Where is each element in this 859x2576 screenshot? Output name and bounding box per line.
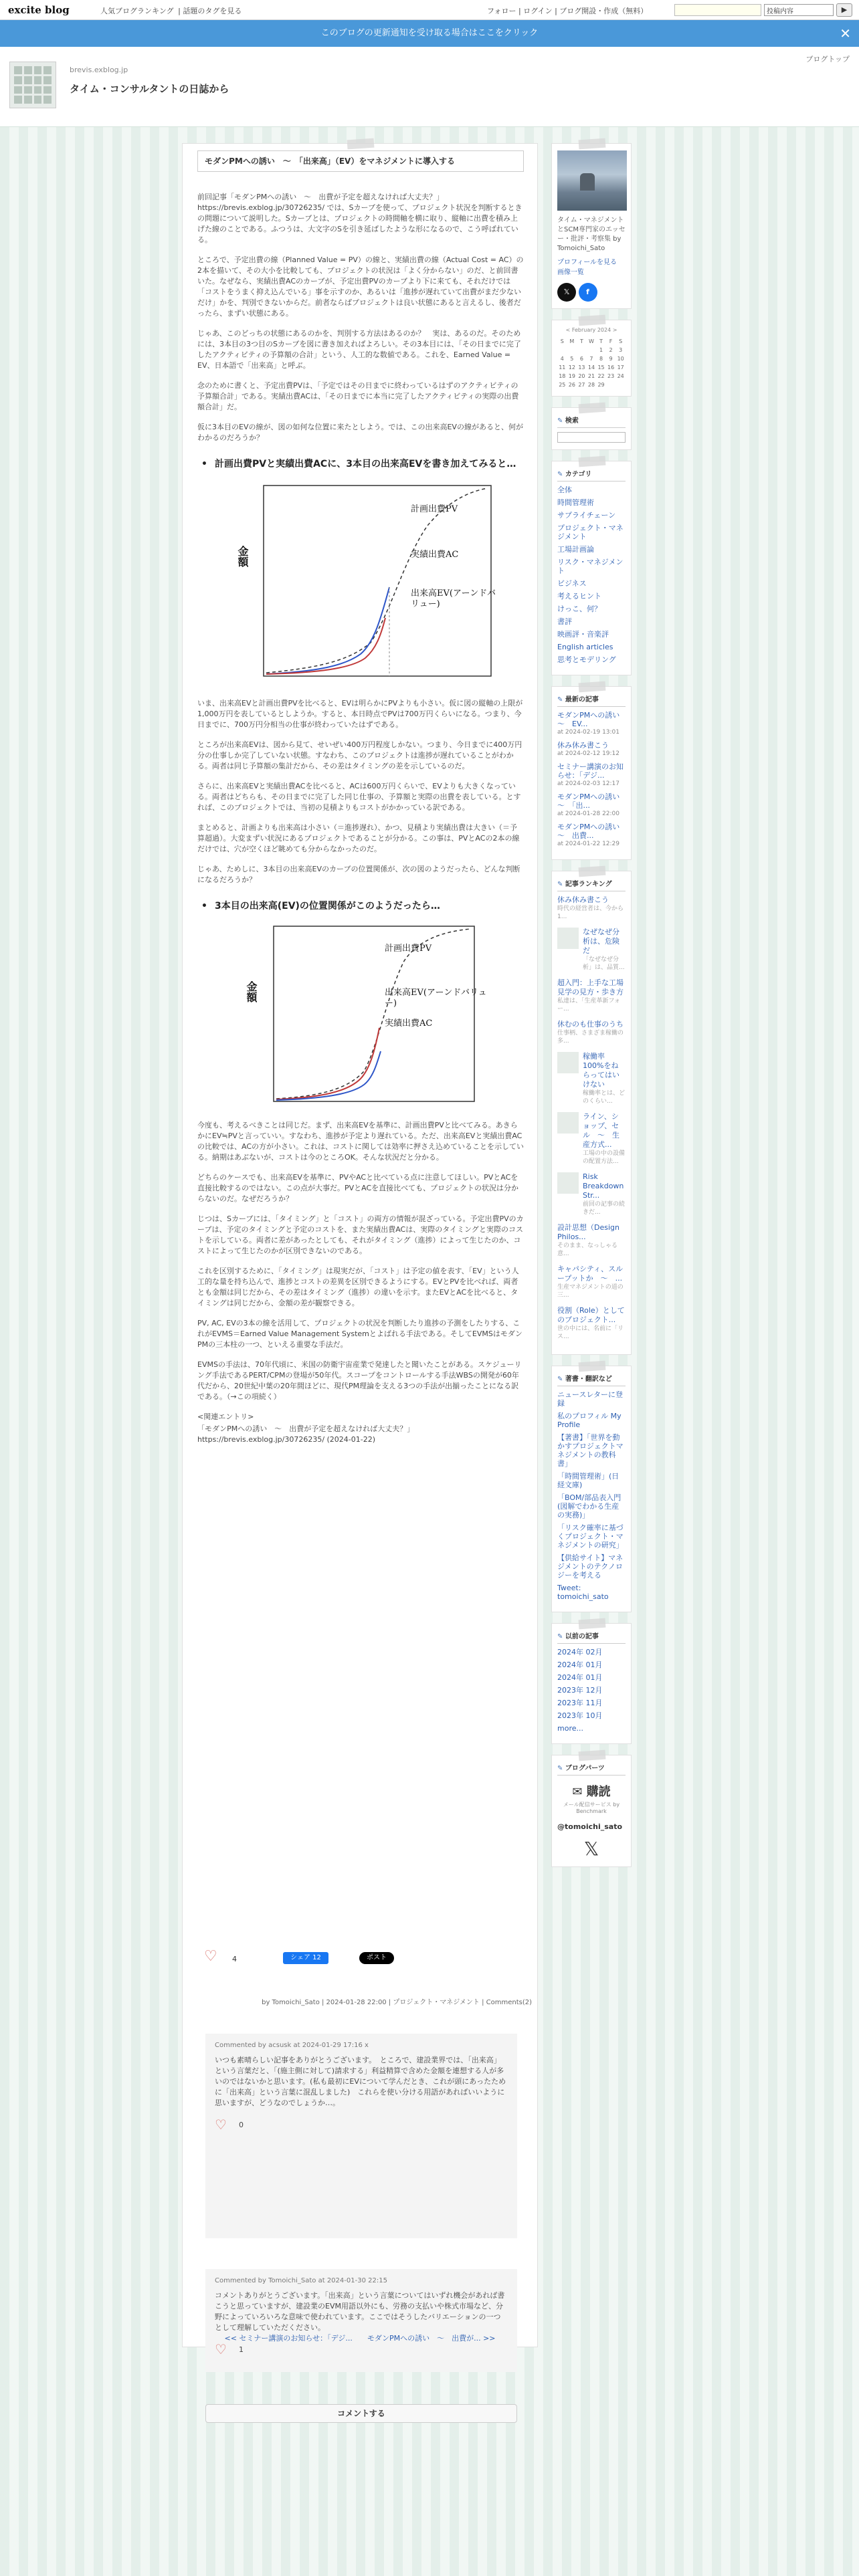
profile-image[interactable]: [557, 150, 627, 211]
paragraph: さらに、出来高EVと実績出費ACを比べると、ACは600万円くらいで、EVよりも大きくなっている。両者はどちらも、その日までに完了した同じ仕事の、予算額と実際の出費を表している。とすれば、このプロジェクトでは、当初の見積よりもコストがかかっている訳である。: [197, 782, 521, 812]
books-list: [557, 1390, 626, 1601]
category-item[interactable]: 全体: [557, 486, 572, 494]
post-title: モダンPMへの誘い ～ 「出来高」（EV）をマネジメントに導入する: [197, 150, 524, 172]
ranking-item[interactable]: なぜなぜ分析は、危険だ 「なぜなぜ分析」は、品質...: [557, 928, 626, 972]
book-link[interactable]: 【供給サイト】マネジメントのテクノロジーを考える: [557, 1553, 624, 1580]
book-link[interactable]: 「時間管理術」(日経文庫): [557, 1472, 619, 1489]
recent-item[interactable]: セミナー講演のお知らせ：「デジ... at 2024-02-03 12:17: [557, 762, 624, 787]
like-count: 4: [232, 1955, 237, 1963]
follow-notice-banner[interactable]: [0, 20, 859, 47]
tape-decoration: [579, 456, 606, 467]
search-button[interactable]: ▶: [836, 3, 852, 17]
recent-heading: ✎ 最新の記事: [557, 693, 626, 707]
scurve-figure-2: [227, 921, 494, 1108]
category-item[interactable]: 時間管理術: [557, 498, 594, 507]
ranking-item[interactable]: キャパシティ、スループットか ～ ... 生産マネジメントの道の三...: [557, 1265, 624, 1299]
recent-item[interactable]: モダンPMへの誘い ～ EV... at 2024-02-19 13:01: [557, 711, 628, 736]
tape-decoration: [579, 681, 606, 693]
profile-link[interactable]: プロフィールを見る: [557, 259, 617, 266]
heart-icon[interactable]: ♡: [204, 1948, 217, 1965]
paragraph: ところが出来高EVは、図から見て、せいぜい400万円程度しかない。つまり、今日までに400万円分の仕事しか完了していない状態。すなわち、このプロジェクトは進捗が遅れていることがわかる。両者は同じ予算額の集計だから、その差はタイミングの差を示しているのだ。: [197, 740, 522, 770]
archive-item[interactable]: 2023年 11月: [557, 1699, 603, 1707]
tape-decoration: [579, 1361, 606, 1372]
paragraph: 仮に3本目のEVの線が、図の如何な位置に来たとしよう。では、この出来高EVの線があると、何がわかるのだろうか？: [197, 423, 523, 442]
calendar-box: [551, 320, 632, 397]
user-links[interactable]: フォロー | ログイン | ブログ開設・作成（無料）: [487, 7, 648, 15]
comment: [205, 2034, 517, 2238]
sidebar-search-input[interactable]: [557, 432, 626, 443]
search-box: [551, 407, 632, 450]
ranking-heading: ✎ 記事ランキング: [557, 878, 626, 891]
post-body: [197, 192, 524, 1455]
comment-like-count: 0: [238, 2121, 244, 2129]
x-post-button[interactable]: ポスト: [359, 1952, 394, 1964]
scurve-chart-2: [227, 921, 494, 1108]
ranking-item[interactable]: 役割（Role）としてのプロジェクト... 世の中には、名前に「リス...: [557, 1306, 625, 1340]
paragraph: じゃあ、ためしに、3本目の出来高EVのカーブの位置関係が、次の図のようだったら、どんな判断になるだろうか？: [197, 865, 520, 884]
paragraph: これを区別するために、「タイミング」は現実だが、「コスト」は予定の値を表す、「EV」という人工的な量を持ち込んで、進捗とコストの差異を区別できるようにする。EVとPVを比べれば、両者とも金額は同じだから、その差はタイミング（進捗）の違いを示す。またEVとACを比べると、タイミングは同じだから、金額の差が観察できる。: [197, 1267, 519, 1307]
paragraph: ところで、予定出費の線（Planned Value = PV）の線と、実績出費の線（Actual Cost = AC）の2本を描いて、その大小を比較しても、プロジェクトの状況は「よく分からない」のだ、と前回書いた。なぜなら、実績出費ACのカーブが、予定出費PVのカーブより下に来ても、それだけでは「コストをうまく抑え込んでいる」事を示すのか、あるいは「進捗が遅れていて出費がまだ少ないだけ」かを、判別できないからだ。前者ならばプロジェクトは良い状態にあると言えるし、後者だったら、まずい状態にある。: [197, 255, 524, 318]
tape-decoration: [579, 1618, 606, 1630]
article-panel: [182, 143, 538, 2418]
ac-label: 実績出費AC: [411, 550, 459, 560]
recent-posts-box: [551, 686, 632, 860]
section-heading: • 計画出費PVと実績出費ACに、3本目の出来高EVを書き加えてみると…: [197, 458, 524, 471]
ranking-item[interactable]: 休むのも仕事のうち 仕事柄、さまざま稼働の多...: [557, 1020, 624, 1045]
ac-label: 実績出費AC: [385, 1018, 433, 1029]
ranking-item[interactable]: 設計思想（Design Philos... そのまま、なっしゃる意...: [557, 1223, 619, 1257]
tape-decoration: [579, 866, 606, 877]
ranking-item[interactable]: 稼働率100%をねらってはいけない 稼働率とは、どのくらい...: [557, 1052, 626, 1105]
paragraph: じつは、Sカーブには、「タイミング」と「コスト」の両方の情報が混ざっている。予定出費PVのカーブは、予定のタイミングと予定のコストを、また実績出費ACは、実際のタイミングと実際のコストを示している。両者に差があったとしても、それがタイミング（進捗）によって生じたのか、コストによって生じたのかが区別できないのである。: [197, 1214, 524, 1255]
comment-text: コメントありがとうございます。「出来高」という言葉についてはいずれ機会があれば書こうと思っていますが、建設業のEVM用語以外にも、労務の支払いや株式市場など、分野によっていろいろな意味で使われています。ここではそうしたバリエーションの一つとして理解していただください。: [215, 2291, 505, 2332]
x-logo-icon[interactable]: 𝕏: [583, 1838, 599, 1860]
recent-item[interactable]: モダンPMへの誘い ～ 「出... at 2024-01-28 22:00: [557, 792, 628, 817]
subscribe-caption: メール配信サービス by Benchmark: [563, 1802, 620, 1814]
paragraph: どちらのケースでも、出来高EVを基準に、PVやACと比べている点に注意してほしい。PVとACを直接比較するのではない。この点が大事だ。PVとACを直接比べても、プロジェクトの状況は分からないのだ。なぜだろうか？: [197, 1173, 518, 1203]
archive-box: [551, 1623, 632, 1744]
section-heading: • 3本目の出来高(EV)の位置関係がこのようだったら…: [197, 900, 524, 913]
comment-meta: Commented by acsusk at 2024-01-29 17:16 x: [215, 2042, 369, 2049]
post-actions: [204, 1949, 518, 1965]
ranking-thumbnail: [557, 1172, 579, 1194]
link-tags[interactable]: 話題のタグを見る: [183, 7, 242, 15]
ev-label: 出来高EV(アーンドバリュー): [411, 588, 496, 609]
comment-meta: Commented by Tomoichi_Sato at 2024-01-30 22:15: [215, 2277, 387, 2284]
category-item[interactable]: 映画評・音楽評: [557, 630, 609, 639]
archive-item[interactable]: 2024年 01月: [557, 1673, 603, 1682]
calendar-grid: S M T W T F S 1 2 3 4 5 6 7 8 9 10 11 12 13 14 15 16 17 18 19 20 21 22 23 24 25 26 27 28 29: [559, 338, 624, 388]
pv-line: [266, 488, 488, 673]
pv-label: 計画出費PV: [385, 944, 432, 954]
plot-frame: [274, 926, 474, 1101]
books-heading: ✎ 著書・翻訳など: [557, 1373, 626, 1386]
ac-line: [266, 587, 389, 674]
book-link[interactable]: 【著書】「世界を動かすプロジェクトマネジメントの教科書」: [557, 1433, 624, 1468]
paragraph: 今度も、考えるべきことは同じだ。まず、出来高EVを基準に、計画出費PVと比べてみる。あきらかにEV≒PVと言っていい。すなわち、進捗が予定より遅れている。ただ、出来高EVと実績出費ACの比較では、ACの方が小さい。これは、コストに関しては効率に押さえ込めていることを示している。納期はあぶないが、コストは今のところOK。そんな状況だと分かる。: [197, 1121, 524, 1162]
ranking-item[interactable]: 超入門：上手な工場見学の見方・歩き方 私達は、「生産革新フォー...: [557, 978, 624, 1012]
recent-list: [557, 711, 626, 849]
category-item[interactable]: けっこ、何？: [557, 605, 601, 613]
archive-heading: ✎ 以前の記事: [557, 1630, 626, 1644]
pv-line: [276, 929, 471, 1099]
archive-list: [557, 1648, 626, 1733]
y-axis-label: 金額: [236, 546, 249, 567]
archive-item[interactable]: 2023年 10月: [557, 1711, 603, 1720]
calendar-month[interactable]: < February 2024 >: [565, 327, 617, 333]
blog-parts-box: [551, 1755, 632, 1867]
post-byline[interactable]: by Tomoichi_Sato | 2024-01-28 22:00 | プロジェクト・マネジメント | Comments(2): [262, 1999, 532, 2006]
top-links: 人気ブログランキング | 話題のタグを見る: [100, 7, 242, 15]
archive-item[interactable]: 2024年 01月: [557, 1660, 603, 1669]
book-link[interactable]: Tweet: tomoichi_sato: [557, 1584, 609, 1601]
blog-url[interactable]: brevis.exblog.jp: [70, 66, 128, 74]
blog-title[interactable]: タイム・コンサルタントの日誌から: [70, 83, 229, 95]
related-heading: <関連エントリ>: [197, 1412, 254, 1421]
post-pager[interactable]: << セミナー講演のお知らせ：「デジ... モダンPMへの誘い ～ 出費が... >>: [224, 2334, 496, 2343]
category-list: [557, 486, 626, 664]
category-item[interactable]: English articles: [557, 643, 613, 651]
image-list-link[interactable]: 画像一覧: [557, 269, 584, 276]
facebook-share-button[interactable]: シェア 12: [283, 1952, 328, 1964]
ev-label: 出来高EV(アーンドバリュー): [385, 988, 487, 1008]
category-item[interactable]: 工場計画論: [557, 545, 594, 554]
recent-item[interactable]: モダンPMへの誘い ～ 出費... at 2024-01-22 12:29: [557, 823, 628, 847]
mail-icon: ✉: [572, 1785, 587, 1799]
ac-line: [276, 1051, 381, 1100]
paragraph: 念のために書くと、予定出費PVは、「予定ではその日までに終わっているはずのアクティビティの予算額合計」である。実績出費ACは、「その日までに本当に完了したアクティビティの実際の出費額合計」だ。: [197, 381, 519, 411]
scurve-figure-1: [217, 479, 504, 686]
avatar[interactable]: [9, 62, 56, 108]
archive-more[interactable]: more...: [557, 1724, 583, 1733]
comment-text: いつも素晴らしい記事をありがとうございます。 ところで、建設業界では、「出来高」という言葉だと、「(施主側に対して)請求する」利益精算で含めた金額を連想する人が多いのではないかと思います。(私も最初にEVについて学んだとき、これが頭にあったために「出来高」という言葉に混乱しました) これらを使い分ける用語があればいいように思いますが、どうなのでしょうか…。: [215, 2056, 506, 2107]
tape-decoration: [579, 138, 606, 150]
paragraph: いま、出来高EVと計画出費PVを比べると、EVは明らかにPVよりも小さい。仮に図の縦軸の上限が1,000万円を表しているとしようか。すると、本日時点でPVは700万円くらいになる。つまり、今日までに、700万円分相当の仕事が終わっていたはずである。: [197, 699, 523, 729]
search-input[interactable]: [674, 4, 761, 16]
books-box: [551, 1366, 632, 1612]
profile-text: タイム・マネジメントとSCM専門家のエッセー・批評・考察集 by Tomoichi_Sato: [557, 217, 626, 252]
sidebar: [551, 143, 632, 1878]
tape-decoration: [579, 403, 606, 414]
comment-button[interactable]: コメントする: [205, 2404, 517, 2423]
x-handle[interactable]: @tomoichi_sato: [557, 1822, 623, 1831]
comment: [205, 2269, 517, 2372]
category-item[interactable]: プロジェクト・マネジメント: [557, 524, 624, 541]
link-ranking[interactable]: 人気ブログランキング: [100, 7, 174, 15]
paragraph: まとめると、計画よりも出来高は小さい（＝進捗遅れ）、かつ、見積より実績出費は大きい（＝予算超過）。大変まずい状況にあるプロジェクトであることが分かる。この事は、PVとACの2本の線だけでは、穴が空くほど眺めても分からなかったのだ。: [197, 823, 520, 853]
ranking-item[interactable]: Risk Breakdown Str... 前回の記事の続きだ...: [557, 1172, 626, 1216]
category-item[interactable]: 書評: [557, 617, 572, 626]
heart-icon[interactable]: ♡: [215, 2341, 227, 2357]
search-scope-select[interactable]: 投稿内容: [764, 4, 834, 16]
archive-item[interactable]: 2024年 02月: [557, 1648, 603, 1656]
book-link[interactable]: 私のプロフィル My Profile: [557, 1412, 622, 1429]
scurve-chart-1: [217, 479, 504, 686]
pv-label: 計画出費PV: [411, 504, 458, 514]
profile-box: [551, 143, 632, 309]
comment-like-count: 1: [238, 2345, 244, 2354]
top-bar: [0, 0, 859, 20]
blog-top-link[interactable]: ブログトップ: [805, 55, 850, 64]
x-icon[interactable]: 𝕏: [557, 283, 576, 302]
book-link[interactable]: ニュースレターに登録: [557, 1390, 624, 1408]
blog-parts-heading: ✎ ブログパーツ: [557, 1762, 626, 1776]
blog-header: [0, 47, 859, 127]
excite-logo[interactable]: excite blog: [8, 4, 70, 16]
paragraph: PV, AC, EVの3本の線を活用して、プロジェクトの状況を判断したり進捗の予測をしたりする、これがEVMS＝Earned Value Management Systemとよばれる手法である。そしてEVMSはモダンPMの三本柱の一つ、といえる重要な手法だ。: [197, 1319, 522, 1349]
recent-item[interactable]: 休み休み書こう at 2024-02-12 19:12: [557, 741, 620, 757]
ranking-item[interactable]: 休み休み書こう 時代の経営者は、今から1...: [557, 895, 624, 920]
book-link[interactable]: 「リスク確率に基づくプロジェクト・マネジメントの研究」: [557, 1523, 624, 1549]
heart-icon[interactable]: ♡: [215, 2117, 227, 2133]
ranking-thumbnail: [557, 928, 579, 949]
category-item[interactable]: サプライチェーン: [557, 511, 616, 520]
paragraph: EVMSの手法は、70年代頃に、米国の防衛宇宙産業で発達したと聞いたことがある。スケジューリング手法であるPERT/CPMの登場が50年代。スコープをコントロールする手法WBSの開発が60年代だから、20世紀中葉の20年間ほどに、現代PM理論を支える3つの手法が出揃ったことになる訳である。（→この項続く）: [197, 1360, 522, 1401]
ev-line: [276, 1028, 379, 1099]
paragraph: 前回記事「モダンPMへの誘い ～ 出費が予定を超えなければ大丈夫？」https://brevis.exblog.jp/30726235/ では、Sカーブを使って、プロジェクト状況を判断するときの問題について説明した。Sカーブとは、プロジェクトの時間軸を横に取り、縦軸に出費を積み上げた線のことである。ふつうは、大文字のSを引き延ばしたような形になるので、こう呼ばれている。: [197, 193, 522, 244]
tape-decoration: [579, 1750, 606, 1761]
y-axis-label: 金額: [245, 981, 258, 1002]
close-icon[interactable]: ✕: [840, 25, 851, 41]
paragraph: じゃあ、このどっちの状態にあるのかを、判別する方法はあるのか？ 実は、あるのだ。そのためには、3本目の3つ目のSカーブを図に書き加えればよろしい。その3本目には、「その日までに完了したアクティビティの予算額の合計」という、人工的な数値である。これを、Earned Value = EV、日本語で「出来高」と呼ぶ。: [197, 329, 521, 370]
tape-decoration: [347, 138, 375, 150]
ranking-thumbnail: [557, 1052, 579, 1073]
category-item[interactable]: 考えるヒント: [557, 592, 601, 601]
category-item[interactable]: ビジネス: [557, 579, 587, 588]
book-link[interactable]: 「BOM/部品表入門(図解でわかる生産の実務)」: [557, 1493, 622, 1519]
ranking-thumbnail: [557, 1112, 579, 1134]
notice-text[interactable]: このブログの更新通知を受け取る場合はここをクリック: [320, 28, 539, 38]
ranking-item[interactable]: ライン、ショップ、セル ～ 生産方式... 工場の中の設備の配置方法...: [557, 1112, 626, 1166]
category-heading: ✎ カテゴリ: [557, 468, 626, 481]
search-heading: ✎ 検索: [557, 415, 626, 428]
category-item[interactable]: リスク・マネジメント: [557, 558, 624, 575]
tape-decoration: [579, 315, 606, 326]
category-box: [551, 461, 632, 675]
category-item[interactable]: 思考とモデリング: [557, 655, 616, 664]
subscribe-button[interactable]: ✉ 購読: [572, 1785, 611, 1799]
calendar: [557, 327, 626, 389]
related-link[interactable]: 「モダンPMへの誘い ～ 出費が予定を超えなければ大丈夫？」https://brevis.exblog.jp/30726235/ (2024-01-22): [197, 1424, 415, 1444]
archive-item[interactable]: 2023年 12月: [557, 1686, 603, 1695]
facebook-icon[interactable]: f: [579, 283, 597, 302]
ranking-box: [551, 871, 632, 1355]
